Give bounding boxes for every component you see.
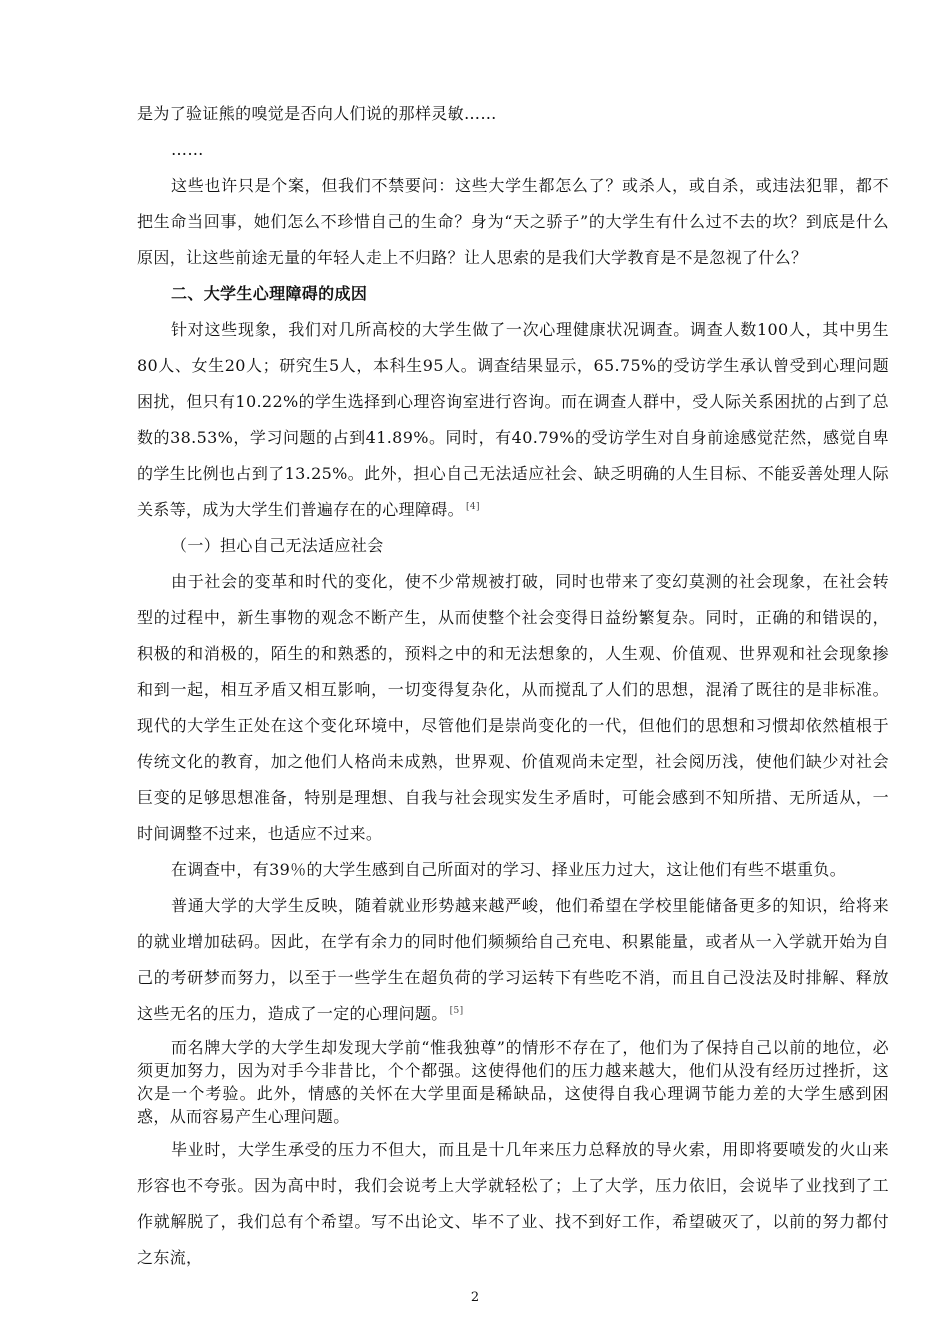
paragraph-graduation: 毕业时，大学生承受的压力不但大，而且是十几年来压力总释放的导火索，用即将要喷发的火山来形容也不夸张。因为高中时，我们会说考上大学就轻松了；上了大学，压力依旧，会说毕了业找到了工作就解脱了，我们总有个希望。写不出论文、毕不了业、找不到好工作，希望破灭了，以前的努力都付之东流， [137,1140,889,1267]
page-number: 2 [470,1290,480,1305]
paragraph-continuation: 是为了验证熊的嗅觉是否向人们说的那样灵敏…… [137,104,497,123]
paragraph-questions: 这些也许只是个案，但我们不禁要问：这些大学生都怎么了？或杀人，或自杀，或违法犯罪，都不把生命当回事，她们怎么不珍惜自己的生命？身为“天之骄子”的大学生有什么过不去的坎？到底是什么原因，让这些前途无量的年轻人走上不归路？让人思索的是我们大学教育是不是忽视了什么？ [137,176,889,267]
citation-ref: [5] [449,1006,464,1016]
paragraph-elite-universities: 而名牌大学的大学生却发现大学前“惟我独尊”的情形不存在了，他们为了保持自己以前的地位，必须更加努力，因为对手今非昔比，个个都强。这使得他们的压力越来越大，他们从没有经历过挫折，这次是一个考验。此外，情感的关怀在大学里面是稀缺品，这使得自我心理调节能力差的大学生感到困惑，从而容易产生心理问题。 [137,1038,889,1126]
paragraph-ordinary-text: 普通大学的大学生反映，随着就业形势越来越严峻，他们希望在学校里能储备更多的知识，给将来的就业增加砝码。因此，在学有余力的同时他们频频给自己充电、积累能量，或者从一入学就开始为自己的考研梦而努力，以至于一些学生在超负荷的学习运转下有些吃不消，而且自己没法及时排解、释放这些无名的压力，造成了一定的心理问题。 [137,896,889,1023]
paragraph-survey [137,312,889,528]
citation-ref: [4] [466,502,480,512]
paragraph-pressure-stat: 在调查中，有39％的大学生感到自己所面对的学习、择业压力过大，这让他们有些不堪重负。 [171,860,847,879]
page-body [137,96,889,1276]
paragraph-ellipsis: …… [171,140,204,159]
paragraph-survey-text: 针对这些现象，我们对几所高校的大学生做了一次心理健康状况调查。调查人数100人，其中男生80人、女生20人；研究生5人，本科生95人。调查结果显示，65.75%的受访学生承认曾受到心理问题困扰，但只有10.22%的学生选择到心理咨询室进行咨询。而在调查人群中，受人际关系困扰的占到了总数的38.53%，学习问题的占到41.89%。同时，有40.79%的受访学生对自身前途感觉茫然，感觉自卑的学生比例也占到了13.25%。此外，担心自己无法适应社会、缺乏明确的人生目标、不能妥善处理人际关系等，成为大学生们普遍存在的心理障碍。 [137,320,889,519]
section-heading: 二、大学生心理障碍的成因 [171,284,368,303]
subsection-heading: （一）担心自己无法适应社会 [171,536,384,555]
paragraph-ordinary-universities [137,888,889,1032]
paragraph-social-change: 由于社会的变革和时代的变化，使不少常规被打破，同时也带来了变幻莫测的社会现象，在社会转型的过程中，新生事物的观念不断产生，从而使整个社会变得日益纷繁复杂。同时，正确的和错误的，积极的和消极的，陌生的和熟悉的，预料之中的和无法想象的，人生观、价值观、世界观和社会现象掺和到一起，相互矛盾又相互影响，一切变得复杂化，从而搅乱了人们的思想，混淆了既往的是非标准。现代的大学生正处在这个变化环境中，尽管他们是崇尚变化的一代，但他们的思想和习惯却依然植根于传统文化的教育，加之他们人格尚未成熟，世界观、价值观尚未定型，社会阅历浅，使他们缺少对社会巨变的足够思想准备，特别是理想、自我与社会现实发生矛盾时，可能会感到不知所措、无所适从，一时间调整不过来，也适应不过来。 [137,572,889,843]
